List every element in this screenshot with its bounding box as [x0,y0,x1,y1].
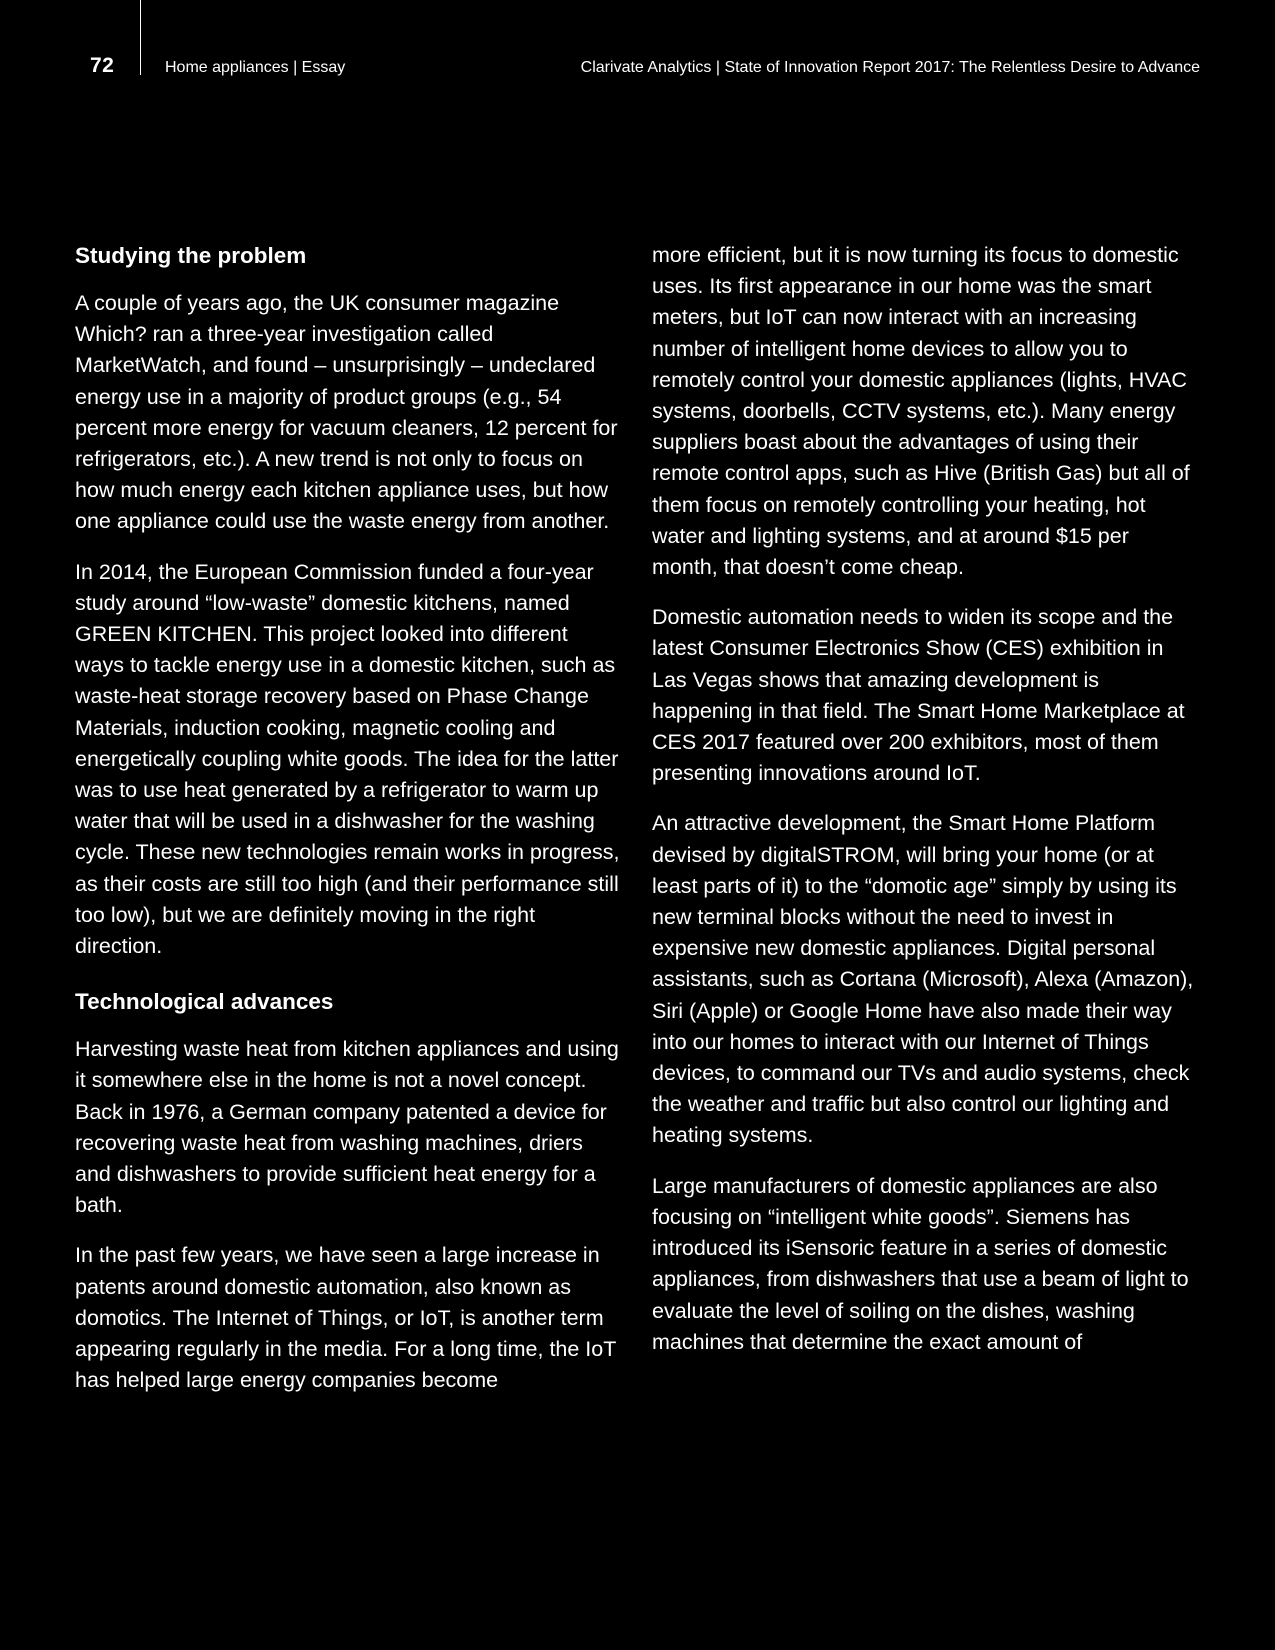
section-label: Home appliances | Essay [165,59,346,76]
report-title: Clarivate Analytics | State of Innovation Report 2017: The Relentless Desire to Advance [580,59,1200,76]
paragraph: more efficient, but it is now turning its focus to domestic uses. Its first appearance in our home was the smart meters, but IoT can now interact with an increasing number of intelligent home devices to allow you to remotely control your domestic appliances (lights, HVAC systems, doorbells, CCTV systems, etc.). Many energy suppliers boast about the advantages of using their remote control apps, such as Hive (British Gas) but all of them focus on remotely controlling your heating, hot water and lighting systems, and at around $15 per month, that doesn’t come cheap. [652,243,1190,580]
header-divider [140,0,141,75]
heading-studying-the-problem: Studying the problem [75,243,307,268]
paragraph: In the past few years, we have seen a large increase in patents around domestic automation, also known as domotics. The Internet of Things, or IoT, is another term appearing regularly in the media. For a long time, the IoT has helped large energy companies become [75,1243,616,1393]
paragraph: Domestic automation needs to widen its scope and the latest Consumer Electronics Show (CES) exhibition in Las Vegas shows that amazing development is happening in that field. The Smart Home Marketplace at CES 2017 featured over 200 exhibitors, most of them presenting innovations around IoT. [652,605,1185,786]
heading-technological-advances: Technological advances [75,989,334,1015]
paragraph: Large manufacturers of domestic appliances are also focusing on “intelligent white goods”. Siemens has introduced its iSensoric feature in a series of domestic appliances, from dishwashers that use a beam of light to evaluate the level of soiling on the dishes, washing machines that determine the exact amount of [652,1173,1189,1354]
page-number: 72 [90,54,115,77]
paragraph: A couple of years ago, the UK consumer magazine Which? ran a three-year investigation called MarketWatch, and found – unsurprisingly – undeclared energy use in a majority of product groups (e.g., 54 percent more energy for vacuum cleaners, 12 percent for refrigerators, etc.). A new trend is not only to focus on how much energy each kitchen appliance uses, but how one appliance could use the waste energy from another. [75,291,618,534]
right-column [652,240,1197,1377]
left-column [75,240,620,1416]
paragraph: An attractive development, the Smart Home Platform devised by digitalSTROM, will bring your home (or at least parts of it) to the “domotic age” simply by using its new terminal blocks without the need to invest in expensive new domestic appliances. Digital personal assistants, such as Cortana (Microsoft), Alexa (Amazon), Siri (Apple) or Google Home have also made their way into our homes to interact with our Internet of Things devices, to command our TVs and audio systems, check the weather and traffic but also control our lighting and heating systems. [652,811,1194,1148]
paragraph: Harvesting waste heat from kitchen appliances and using it somewhere else in the home is not a novel concept. Back in 1976, a German company patented a device for recovering waste heat from washing machines, driers and dishwashers to provide sufficient heat energy for a bath. [75,1037,619,1218]
paragraph: In 2014, the European Commission funded a four-year study around “low-waste” domestic kitchens, named GREEN KITCHEN. This project looked into different ways to tackle energy use in a domestic kitchen, such as waste-heat storage recovery based on Phase Change Materials, induction cooking, magnetic cooling and energetically coupling white goods. The idea for the latter was to use heat generated by a refrigerator to warm up water that will be used in a dishwasher for the washing cycle. These new technologies remain works in progress, as their costs are still too high (and their performance still too low), but we are definitely moving in the right direction. [75,559,620,959]
